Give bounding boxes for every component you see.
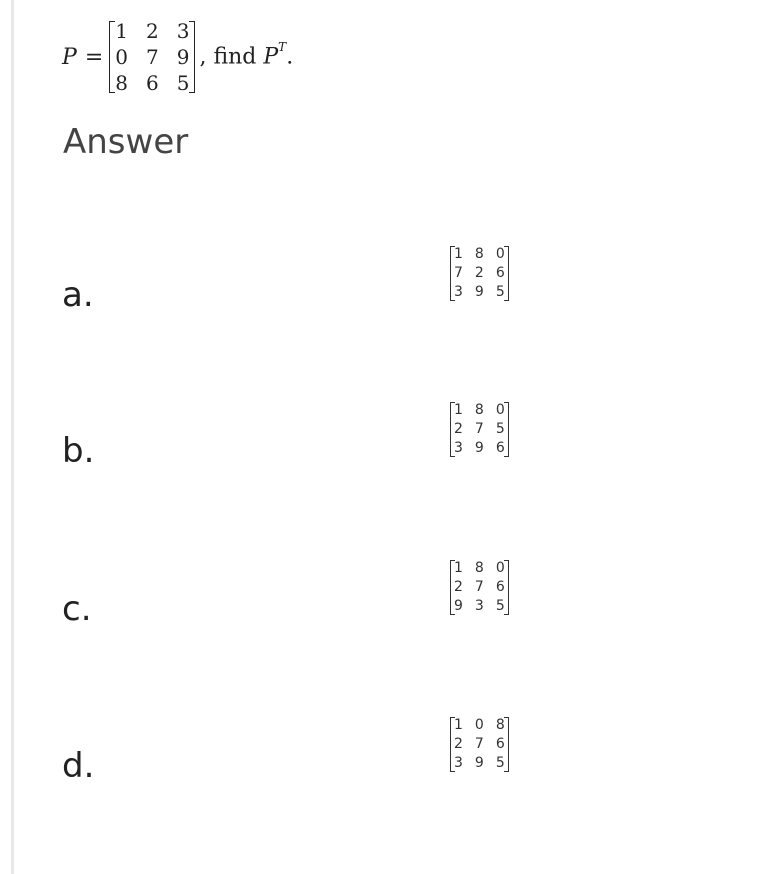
option-matrix — [450, 401, 509, 458]
matrix-cell: 3 — [474, 598, 484, 614]
matrix-cell: 9 — [474, 284, 484, 300]
option-matrix-wrapper — [450, 399, 509, 458]
answer-heading: Answer — [63, 122, 189, 162]
matrix-cell: 1 — [454, 402, 463, 418]
matrix-cell: 1 — [454, 560, 463, 576]
matrix-cell: 5 — [495, 598, 505, 614]
question-superscript: T — [278, 40, 287, 55]
option-letter: b. — [62, 431, 95, 471]
option-c[interactable] — [60, 557, 620, 637]
question-find-text: , find — [199, 44, 264, 70]
option-letter: d. — [62, 746, 95, 786]
matrix-cell: 1 — [454, 246, 463, 262]
matrix-cell: 7 — [474, 579, 484, 595]
matrix-cell: 2 — [145, 19, 159, 43]
matrix-cell: 3 — [454, 284, 463, 300]
option-a[interactable] — [60, 243, 620, 323]
matrix-cell: 9 — [474, 440, 484, 456]
question-period: . — [286, 44, 294, 70]
option-matrix — [450, 716, 509, 773]
matrix-cell: 8 — [474, 560, 484, 576]
matrix-cell: 2 — [454, 579, 463, 595]
matrix-cell: 3 — [176, 19, 190, 43]
matrix-cell: 5 — [495, 421, 505, 437]
matrix-cell: 0 — [495, 246, 505, 262]
matrix-cell: 2 — [474, 265, 484, 281]
matrix-cell: 8 — [115, 71, 128, 95]
question-target-var: P — [263, 44, 279, 70]
matrix-cell: 8 — [495, 717, 505, 733]
matrix-cell: 7 — [474, 736, 484, 752]
matrix-cell: 2 — [454, 421, 463, 437]
matrix-cell: 0 — [495, 560, 505, 576]
matrix-cell: 9 — [474, 755, 484, 771]
matrix-cell: 6 — [495, 736, 505, 752]
option-b[interactable] — [60, 399, 620, 479]
matrix-cell: 7 — [474, 421, 484, 437]
matrix-cell: 6 — [495, 440, 505, 456]
question-matrix — [109, 18, 195, 96]
option-matrix-wrapper — [450, 714, 509, 773]
matrix-cell: 0 — [115, 45, 128, 69]
matrix-cell: 0 — [474, 717, 484, 733]
option-letter: c. — [62, 589, 92, 629]
matrix-cell: 2 — [454, 736, 463, 752]
matrix-cell: 1 — [115, 19, 128, 43]
option-matrix — [450, 559, 509, 616]
matrix-cell: 7 — [145, 45, 159, 69]
matrix-cell: 8 — [474, 246, 484, 262]
matrix-cell: 6 — [145, 71, 159, 95]
matrix-cell: 0 — [495, 402, 505, 418]
option-matrix — [450, 245, 509, 302]
option-d[interactable] — [60, 714, 620, 794]
matrix-cell: 5 — [495, 284, 505, 300]
question-instruction — [199, 40, 294, 70]
matrix-cell: 9 — [454, 598, 463, 614]
option-matrix-wrapper — [450, 557, 509, 616]
matrix-cell: 1 — [454, 717, 463, 733]
matrix-cell: 8 — [474, 402, 484, 418]
matrix-cell: 7 — [454, 265, 463, 281]
left-border — [11, 0, 14, 874]
matrix-cell: 5 — [176, 71, 190, 95]
question-variable: P — [62, 44, 77, 70]
matrix-cell: 3 — [454, 755, 463, 771]
matrix-cell: 5 — [495, 755, 505, 771]
matrix-cell: 9 — [176, 45, 190, 69]
matrix-cell: 3 — [454, 440, 463, 456]
matrix-cell: 6 — [495, 265, 505, 281]
option-letter: a. — [62, 275, 94, 315]
option-matrix-wrapper — [450, 243, 509, 302]
question-text — [62, 16, 293, 98]
question-equals: = — [84, 44, 104, 70]
matrix-cell: 6 — [495, 579, 505, 595]
